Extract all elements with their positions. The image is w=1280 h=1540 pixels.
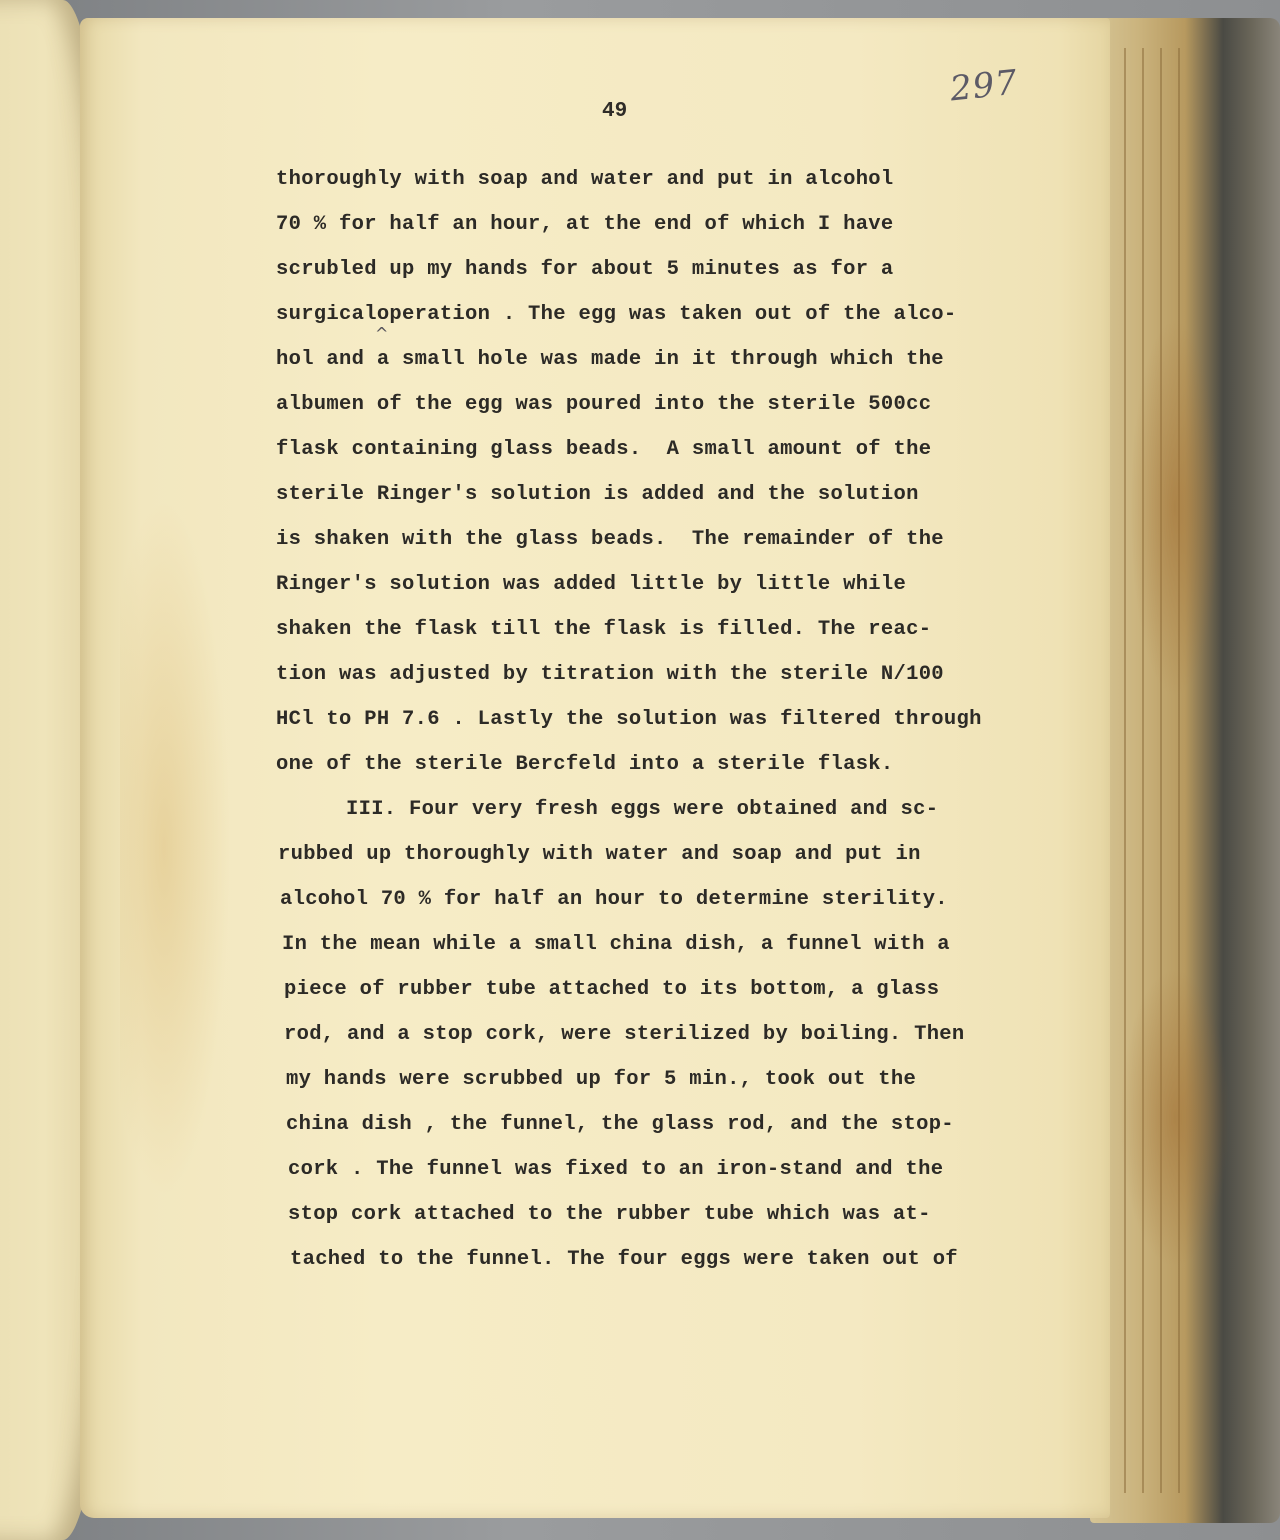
text-line: sterile Ringer's solution is added and the solution bbox=[276, 483, 919, 506]
page-edge-line bbox=[1142, 48, 1144, 1493]
insertion-caret-mark: ^ bbox=[375, 324, 389, 343]
text-line: HCl to PH 7.6 . Lastly the solution was filtered through bbox=[276, 708, 982, 731]
page-foxing bbox=[120, 498, 230, 1198]
document-page bbox=[80, 18, 1110, 1518]
book-page-edges bbox=[1090, 18, 1280, 1523]
text-line: In the mean while a small china dish, a funnel with a bbox=[282, 933, 950, 956]
text-line: alcohol 70 % for half an hour to determine sterility. bbox=[280, 888, 948, 911]
edge-stain bbox=[1120, 968, 1230, 1268]
text-line: piece of rubber tube attached to its bottom, a glass bbox=[284, 978, 940, 1001]
text-line: Ringer's solution was added little by little while bbox=[276, 573, 907, 596]
handwritten-folio-number: 297 bbox=[948, 62, 1020, 110]
text-line: tion was adjusted by titration with the sterile N/100 bbox=[276, 663, 944, 686]
text-line: hol and a small hole was made in it through which the bbox=[276, 348, 944, 371]
text-line: surgicaloperation . The egg was taken out of the alco- bbox=[276, 303, 957, 326]
text-line: is shaken with the glass beads. The remainder of the bbox=[276, 528, 944, 551]
page-edge-line bbox=[1160, 48, 1162, 1493]
text-line: albumen of the egg was poured into the sterile 500cc bbox=[276, 393, 932, 416]
edge-stain bbox=[1130, 318, 1220, 698]
page-edge-line bbox=[1124, 48, 1126, 1493]
text-line: scrubled up my hands for about 5 minutes as for a bbox=[276, 258, 894, 281]
text-line: tached to the funnel. The four eggs were taken out of bbox=[290, 1248, 958, 1271]
text-line: 70 % for half an hour, at the end of which I have bbox=[276, 213, 894, 236]
page-edge-line bbox=[1178, 48, 1180, 1493]
text-line: china dish , the funnel, the glass rod, and the stop- bbox=[286, 1113, 954, 1136]
text-line: rod, and a stop cork, were sterilized by boiling. Then bbox=[284, 1023, 965, 1046]
text-line: my hands were scrubbed up for 5 min., took out the bbox=[286, 1068, 917, 1091]
page-number: 49 bbox=[602, 100, 628, 123]
text-line: rubbed up thoroughly with water and soap and put in bbox=[278, 843, 921, 866]
text-line: cork . The funnel was fixed to an iron-stand and the bbox=[288, 1158, 944, 1181]
text-line: thoroughly with soap and water and put in alcohol bbox=[276, 168, 894, 191]
text-line: stop cork attached to the rubber tube which was at- bbox=[288, 1203, 931, 1226]
text-line: one of the sterile Bercfeld into a sterile flask. bbox=[276, 753, 894, 776]
text-line: III. Four very fresh eggs were obtained and sc- bbox=[346, 798, 939, 821]
text-line: shaken the flask till the flask is filled. The reac- bbox=[276, 618, 932, 641]
text-line: flask containing glass beads. A small amount of the bbox=[276, 438, 932, 461]
